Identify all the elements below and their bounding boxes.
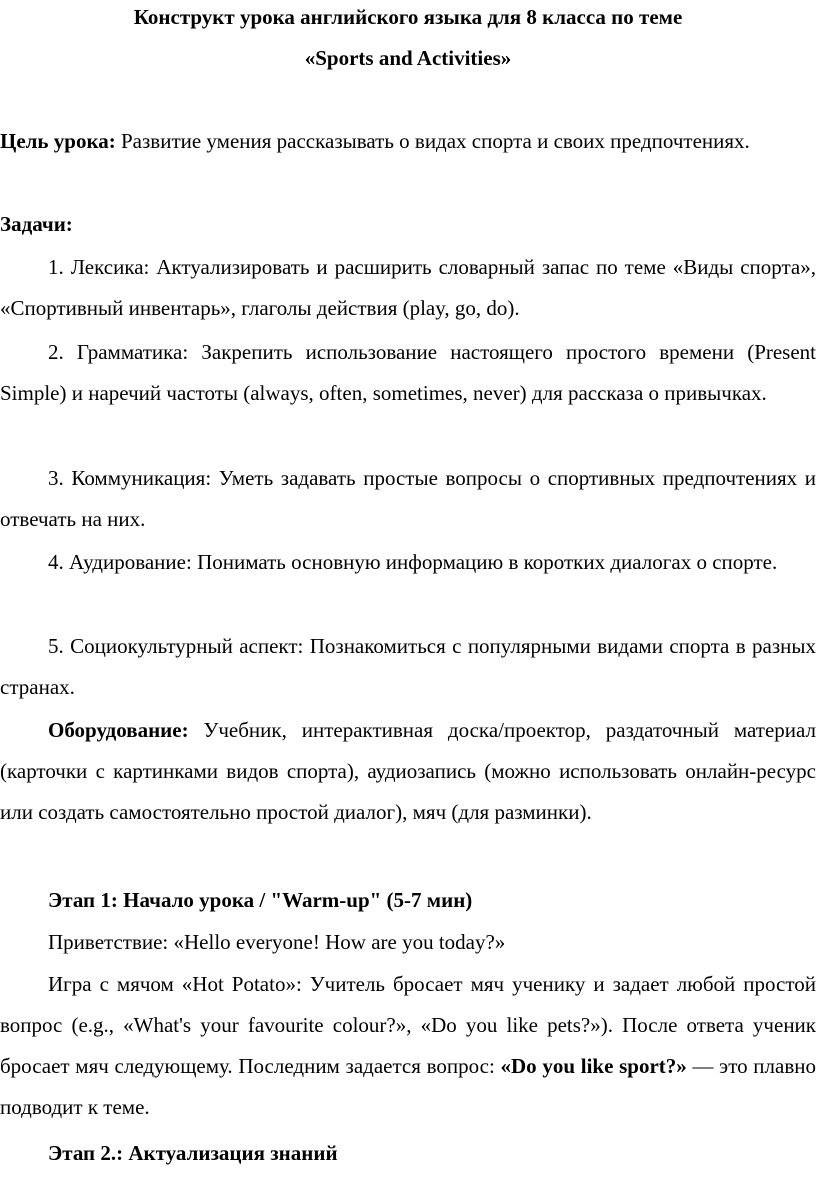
game-text: Игра с мячом «Hot Potato»: Учитель бросает мяч ученику и задает любой простой вопрос (e.g., «What's your favourite colour?», «Do you like pets?»). После ответа ученик бросает мяч следующему. Последним задается вопрос: [0,972,816,1078]
equipment-paragraph [0,710,816,833]
task-number: 3. [48,466,64,490]
task-number: 4. [48,550,64,574]
task-head: Грамматика: [76,340,189,364]
tasks-label: Задачи: [0,212,73,236]
task-item [0,332,816,414]
task-text: Уметь задавать простые вопросы о спортивных предпочтениях и отвечать на них. [0,466,816,531]
equipment-label: Оборудование: [48,718,189,742]
task-text: Актуализировать и расширить словарный запас по теме «Виды спорта», «Спортивный инвентарь», глаголы действия (play, go, do). [0,255,816,320]
hot-potato-paragraph [0,964,816,1128]
task-item [0,542,816,583]
task-number: 5. [48,634,64,658]
greeting-line: Приветствие: «Hello everyone! How are you today?» [48,930,506,954]
task-head: Лексика: [70,255,150,279]
document-title: Конструкт урока английского языка для 8 класса по теме [133,5,683,29]
task-head: Социокультурный аспект: [70,634,304,658]
task-text: Понимать основную информацию в коротких диалогах о спорте. [191,550,778,574]
task-text: Познакомиться с популярными видами спорта в разных странах. [0,634,816,699]
task-number: 2. [48,340,64,364]
task-head: Коммуникация: [71,466,212,490]
document-subtitle: «Sports and Activities» [304,46,512,70]
task-head: Аудирование: [69,550,192,574]
stage-1-title: Этап 1: Начало урока / "Warm-up" (5-7 мин) [48,888,473,912]
task-item [0,626,816,708]
tasks-heading [0,204,816,245]
goal-text: Развитие умения рассказывать о видах спорта и своих предпочтениях. [115,129,750,153]
task-item [0,458,816,540]
equipment-text: Учебник, интерактивная доска/проектор, раздаточный материал (карточки с картинками видов спорта), аудиозапись (можно использовать онлайн-ресурс или создать самостоятельно простой диалог), мяч (для разминки). [0,718,816,824]
goal-label: Цель урока: [0,129,116,153]
task-text: Закрепить использование настоящего простого времени (Present Simple) и наречий частоты (always, often, sometimes, never) для рассказа о привычках. [0,340,816,405]
task-item [0,247,816,329]
game-tail: — это плавно подводит к теме. [0,1054,816,1119]
game-question: «Do you like sport?» [500,1054,687,1078]
lesson-goal [0,121,816,162]
task-number: 1. [48,255,64,279]
stage-2-title: Этап 2.: Актуализация знаний [48,1141,338,1165]
